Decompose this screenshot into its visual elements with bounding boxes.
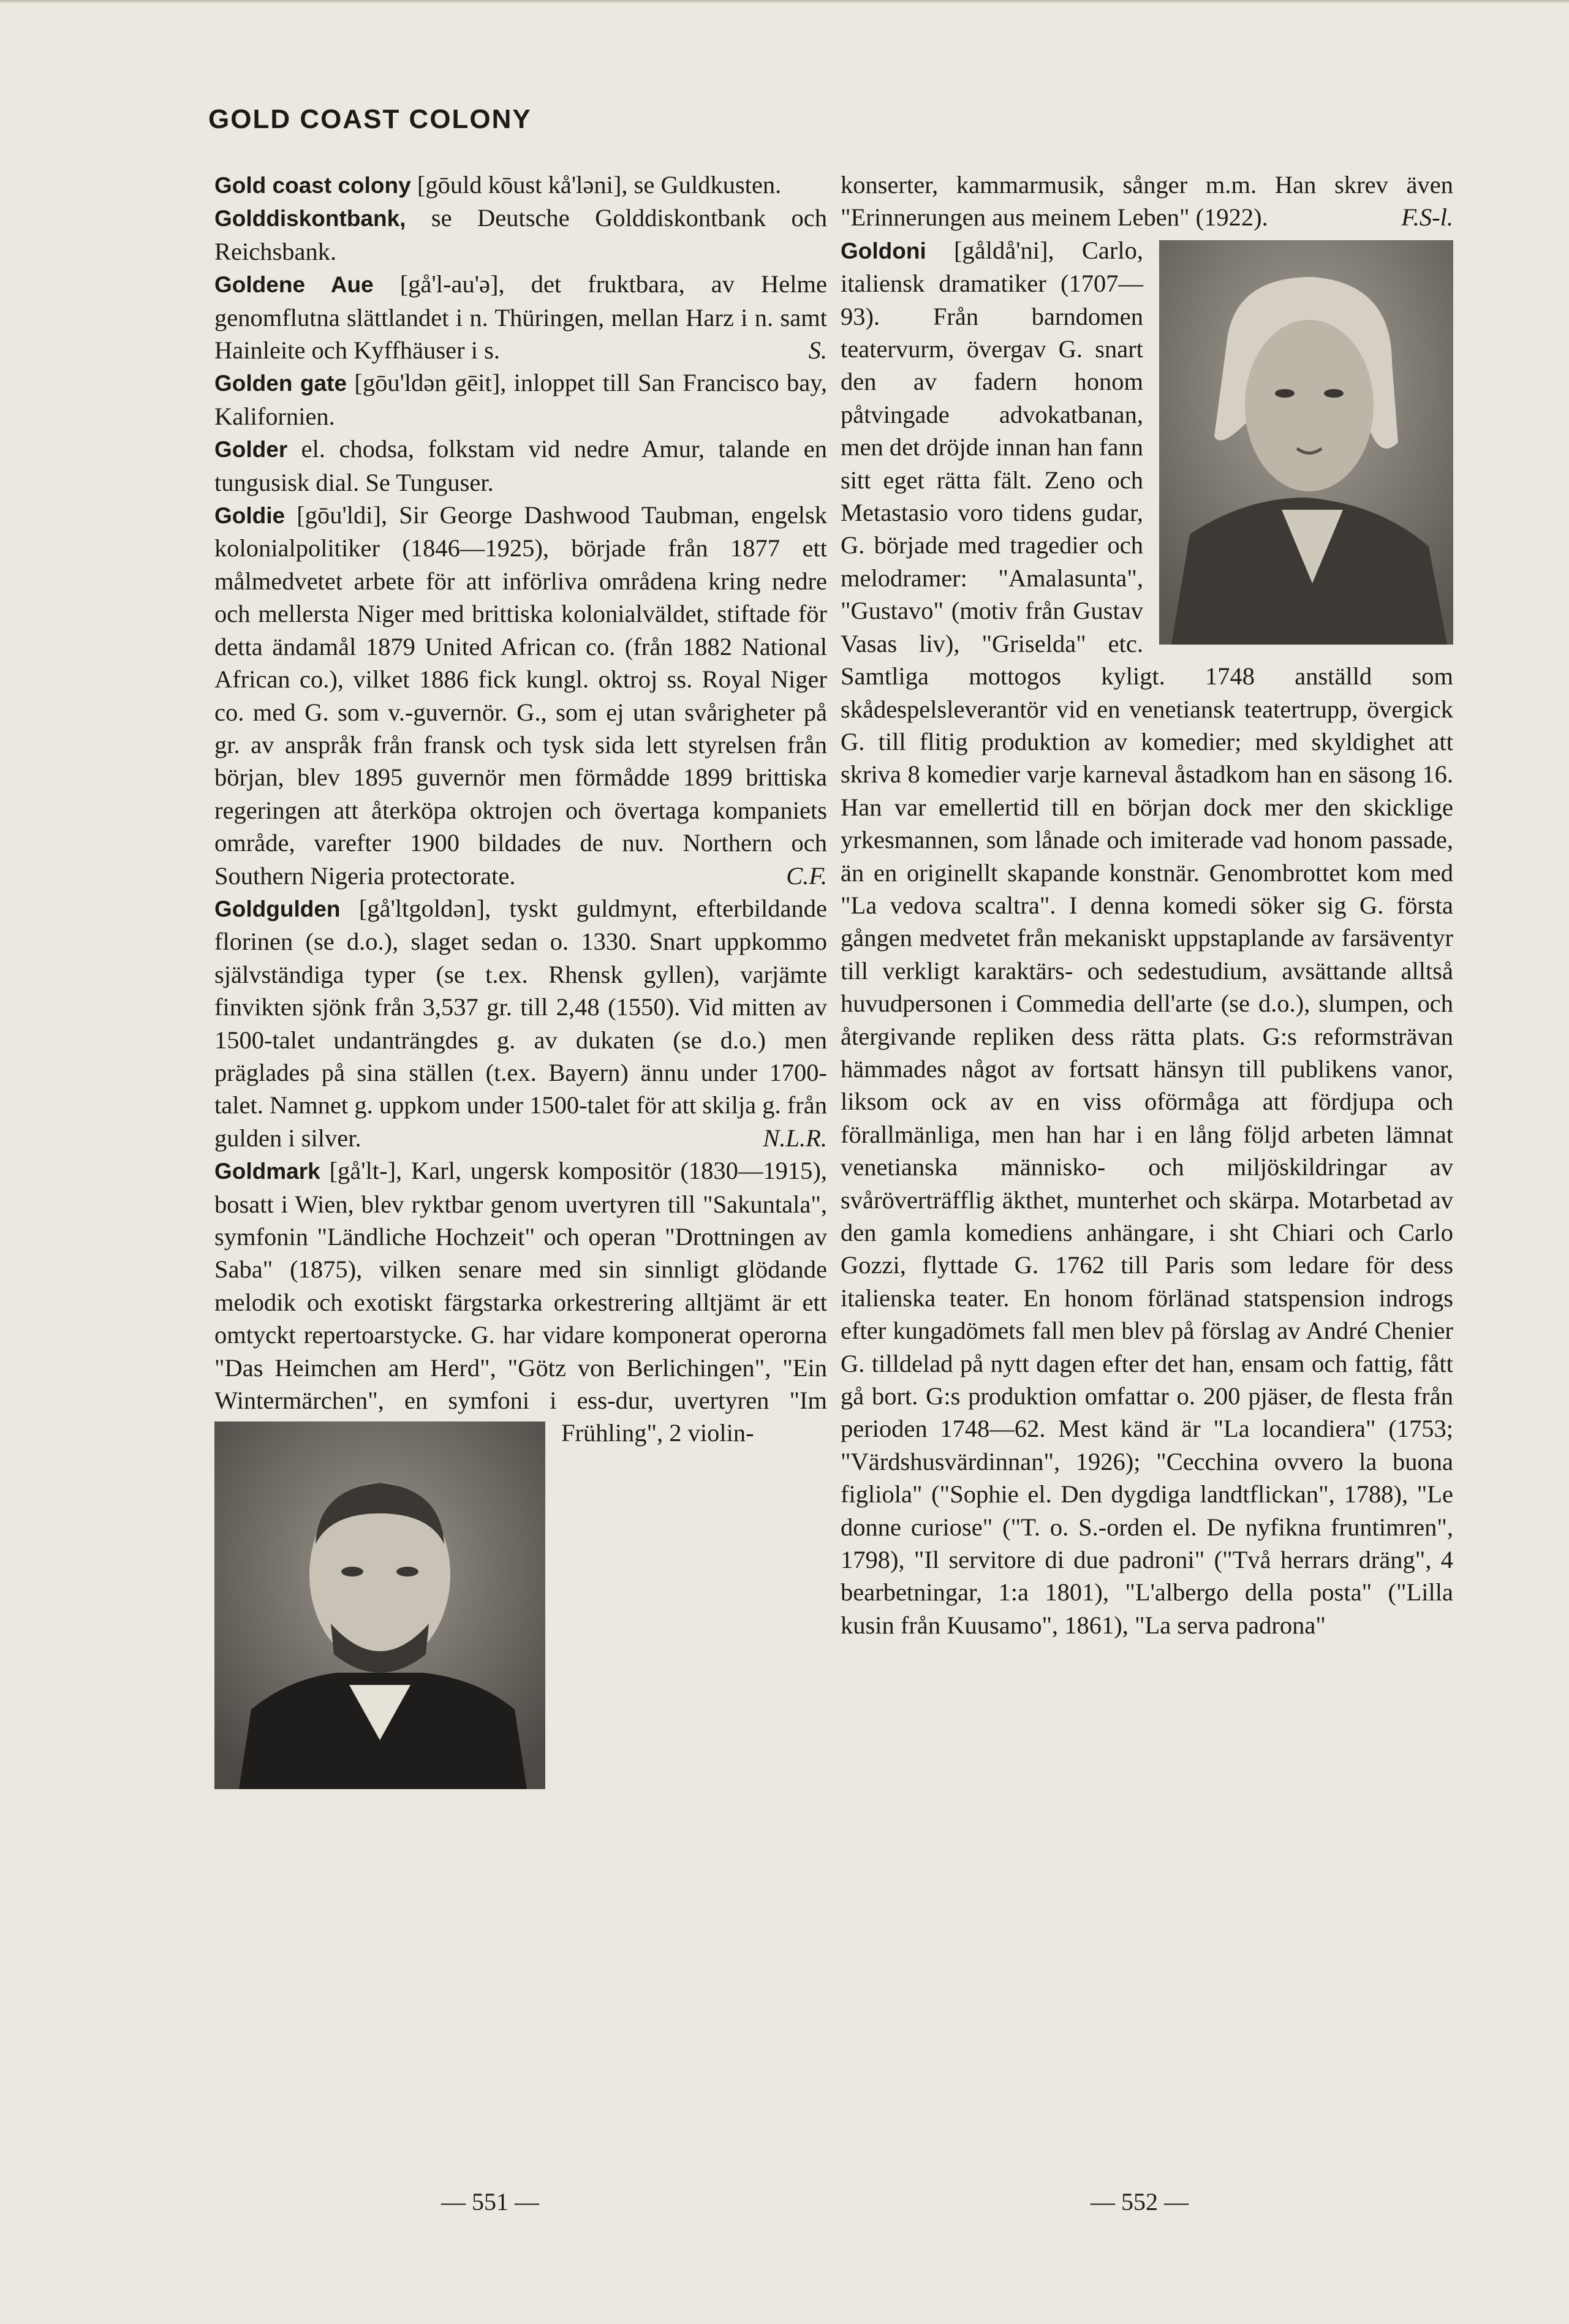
- entry: [841, 234, 1453, 1641]
- headword: Goldgulden: [214, 896, 341, 922]
- headword: Goldene Aue: [214, 272, 374, 298]
- entry-text: [gå'ltgoldən], tyskt guldmynt, efterbildande florinen (se d.o.), slaget sedan o. 1330. Snart uppkommo självständiga typer (se t.ex. Rhensk gyllen), varjämte finvikten sjönk från 3,537 gr. till 2,48 (1550). Vid mitten av 1500-talet undanträngdes g. av dukaten (se d.o.) men präglades på sina ställen (t.ex. Bayern) ännu under 1700-talet. Namnet g. uppkom under 1500-talet för att skilja g. från gulden i silver.: [214, 894, 827, 1152]
- entry-text: [gå'l-au'ə], det fruktbara, av Helme genomflutna slättlandet i n. Thüringen, mellan Harz i n. samt Hainleite och Kyffhäuser i s.: [214, 270, 828, 365]
- entry-text: [gōu'ldən gēit], inloppet till San Francisco bay, Kalifornien.: [214, 369, 827, 430]
- running-header: GOLD COAST COLONY: [208, 104, 532, 134]
- entry: [214, 1154, 827, 1794]
- entry: [841, 168, 1453, 234]
- left-column: [214, 168, 827, 1794]
- entry-text: el. chodsa, folkstam vid nedre Amur, talande en tungusisk dial. Se Tunguser.: [214, 435, 827, 496]
- entry-text: [gåldå'ni], Carlo, italiensk dramatiker (1707—93). Från barndomen teatervurm, övergav G. snart den av fadern honom påtvingade advokatbanan, men det dröjde innan han fann sitt eget rätta fält. Zeno och Metastasio voro tidens gudar, G. började med tragedier och melodramer: "Amalasunta", "Gustavo" (motiv från Gustav Vasas liv), "Griselda" etc. Samtliga mottogos kyligt. 1748 anställd som skådespelsleverantör vid en venetiansk teatertrupp, övergick G. till flitig produktion av komedier; med skyldighet att skriva 8 komedier varje karneval åstadkom han en säsong 16. Han var emellertid till en början dock mer den skicklige yrkesmannen, som lånade och imiterade vad honom passade, än en originellt skapande konstnär. Genombrottet kom med "La vedova scaltra". I denna komedi söker sig G. första gången medvetet från mekaniskt uppstaplande av farsäventyr till verkligt karaktärs- och sedestudium, avsättande alltså huvudpersonen i Commedia dell'arte (se d.o.), slumpen, och återgivande repliken dess rätta plats. G:s reformsträvan hämmades något av fortsatt hänsyn till publikens vanor, liksom ock av en viss oförmåga att fördjupa och förallmänliga, men han har i en lång följd arbeten lämnat venetianska människo- och miljöskildringar av svåröverträfflig äkthet, munterhet och skärpa. Motarbetad av den gamla komediens anhängare, i sht Chiari och Carlo Gozzi, flyttade G. 1762 till Paris som ledare för dess italienska teater. En honom förlänad statspension indrogs efter kungadömets fall men blev på förslag av André Chenier G. tilldelad på nytt dagen efter det han, ensam och fattig, fått gå bort. G:s produktion omfattar o. 200 pjäser, de flesta från perioden 1748—62. Mest känd är "La locandiera" (1753; "Värdshusvärdinnan", 1926); "Cecchina ovvero la buona figliola" ("Sophie el. Den dygdiga landtflickan", 1788), "Le donne curiose" ("T. o. S.-orden el. De nyfikna fruntimren", 1798), "Il servitore di due padroni" ("Två herrars dräng", 4 bearbetningar, 1:a 1801), "L'albergo della posta" ("Lilla kusin från Kuusamo", 1861), "La serva padrona": [841, 236, 1453, 1639]
- headword: Gold coast colony: [214, 173, 411, 198]
- entry-text: [gōuld kōust kå'ləni], se Guldkusten.: [410, 171, 782, 199]
- author-signature: C.F.: [786, 861, 827, 890]
- right-column: [841, 168, 1453, 1641]
- author-signature: N.L.R.: [763, 1124, 827, 1152]
- entry-text: [gōu'ldi], Sir George Dashwood Taubman, engelsk kolonialpolitiker (1846—1925), började från 1877 ett målmedvetet arbete för att införliva områdena kring nedre och mellersta Niger med brittiska kolonialväldet, stiftade för detta ändamål 1879 United African co. (från 1882 National African co.), vilket 1886 fick kungl. oktroj ss. Royal Niger co. med G. som v.-guvernör. G., som ej utan svårigheter på gr. av anspråk från fransk och tysk sida lett styrelsen från början, blev 1895 guvernör men förmådde 1899 brittiska regeringen att återköpa oktrojen och övertaga kompaniets område, varefter 1900 bildades de nuv. Northern och Southern Nigeria protectorate.: [214, 501, 827, 890]
- entry: [214, 366, 827, 433]
- entry-text: konserter, kammarmusik, sånger m.m. Han skrev även "Erinnerungen aus meinem Leben" (1922).: [841, 171, 1453, 232]
- entry: [214, 433, 827, 499]
- entry: [214, 892, 827, 1154]
- headword: Golden gate: [214, 371, 347, 396]
- author-signature: F.S-l.: [1401, 203, 1453, 232]
- entry-text: se Deutsche Golddiskontbank och Reichsbank.: [214, 204, 827, 265]
- headword: Golder: [214, 437, 288, 463]
- headword: Goldie: [214, 503, 285, 529]
- headword: Goldmark: [214, 1159, 320, 1184]
- goldoni-portrait-image: [1159, 240, 1453, 645]
- goldoni-portrait-photo: [1159, 240, 1453, 645]
- entry: [214, 499, 827, 892]
- page-edge: [0, 0, 1569, 4]
- author-signature: S.: [808, 336, 827, 365]
- headword: Goldoni: [841, 238, 926, 263]
- entry: [214, 202, 827, 268]
- entry-text: [gå'lt-], Karl, ungersk kompositör (1830—1915), bosatt i Wien, blev ryktbar genom uvertyren till "Sakuntala", symfonin "Ländliche Hochzeit" och operan "Drottningen av Saba" (1875), vilken senare med sin sinnligt glödande melodik och exotiskt färgstarka orkestrering alltjämt är ett omtyckt repertoarstycke. G. har vidare komponerat operorna "Das Heimchen am Herd", "Götz von Berlichingen", "Ein Wintermärchen", en symfoni i ess-dur, uvertyren "Im Frühling", 2 violin-: [214, 1157, 827, 1447]
- page-number-right: — 552 —: [1091, 2188, 1189, 2216]
- goldmark-portrait-photo: [214, 1421, 545, 1789]
- entry: [214, 268, 827, 366]
- headword: Golddiskontbank,: [214, 206, 406, 232]
- goldmark-portrait-image: [214, 1421, 545, 1789]
- entry: [214, 168, 827, 202]
- page-number-left: — 551 —: [441, 2188, 539, 2216]
